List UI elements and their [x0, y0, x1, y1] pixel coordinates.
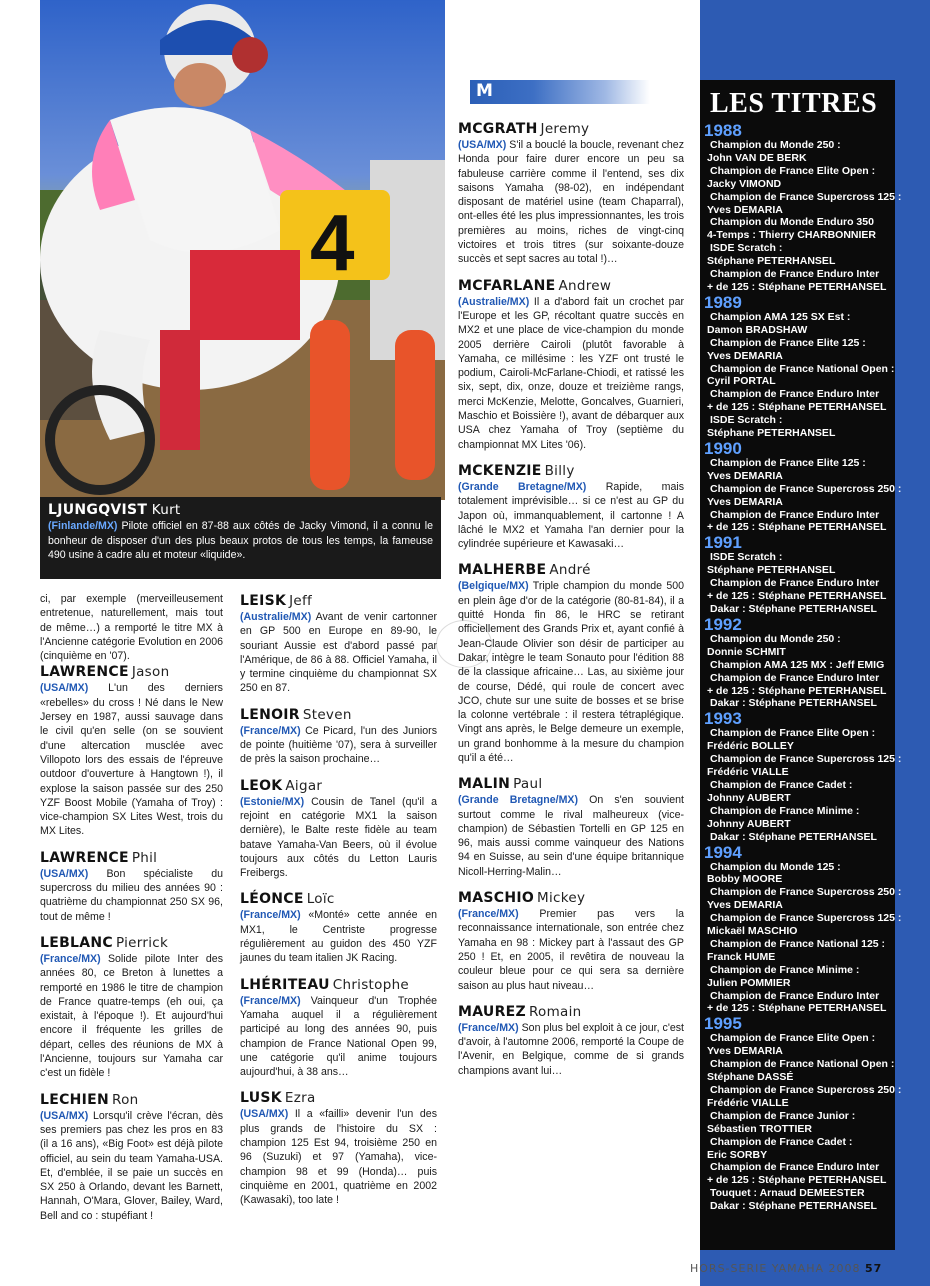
- title-winner: 4-Temps : Thierry CHARBONNIER: [707, 229, 876, 242]
- entry-text: Lorsqu'il crève l'écran, dès ses premiers pas chez les pros en 83 (il a 16 ans), «Big Foot» est déjà pilote officiel, au sein du team Yamaha-USA. Et, d'emblée, il se paie un succès en SX 250 à Orlando, devant les Barnett, Hannah, O'Mara, Glover, Bailey, Ward, Bell and co : stupéfiant !: [40, 1109, 223, 1222]
- title-winner: Eric SORBY: [707, 1148, 768, 1161]
- title-winner: Stéphane PETERHANSEL: [707, 427, 836, 440]
- caption-tag: (Finlande/MX): [48, 520, 118, 532]
- titles-heading: LES TITRES: [710, 88, 878, 119]
- entry-mckenzie-billy: [458, 462, 684, 551]
- title-category: Champion de France Elite Open :: [710, 727, 876, 740]
- entry-mcgrath-jeremy: [458, 120, 684, 267]
- column-2: [240, 592, 437, 1218]
- title-category: Champion du Monde 250 :: [710, 139, 841, 151]
- title-category: Champion de France Enduro Inter: [710, 989, 880, 1002]
- entry-name: LENOIR: [240, 706, 300, 723]
- title-winner: Frédéric VIALLE: [707, 1096, 789, 1109]
- entry-text: Vainqueur d'un Trophée Yamaha auquel il a régulièrement participé au long des années 90, puis champion de France National Open 99, une catégorie qu'il anime toujours aujourd'hui, à 38 ans…: [240, 994, 437, 1079]
- entry-first-name: Aigar: [285, 777, 323, 794]
- entry-maurez-romain: [458, 1003, 684, 1078]
- title-category: ISDE Scratch :: [710, 242, 783, 255]
- title-category: Champion de France Cadet :: [710, 778, 853, 791]
- entry-first-name: Ron: [112, 1091, 139, 1108]
- title-winner: + de 125 : Stéphane PETERHANSEL: [707, 521, 887, 534]
- title-category: Champion de France Junior :: [710, 1109, 856, 1122]
- entry-tag: (Australie/MX): [458, 295, 530, 308]
- title-winner: Damon BRADSHAW: [707, 323, 808, 336]
- title-category: Champion de France Elite Open :: [710, 1032, 876, 1045]
- entry-name: MASCHIO: [458, 890, 535, 907]
- entry-name: LECHIEN: [40, 1091, 110, 1108]
- title-category: Champion de France Supercross 250 :: [710, 886, 902, 899]
- title-category: Touquet : Arnaud DEMEESTER: [710, 1187, 865, 1200]
- title-category: ISDE Scratch :: [710, 414, 783, 427]
- title-winner: Stéphane PETERHANSEL: [707, 255, 836, 268]
- entry-tag: (Estonie/MX): [240, 795, 305, 808]
- entry-text: Son plus bel exploit à ce jour, c'est d'avoir, à l'automne 2006, remporté la Coupe de l'Avenir, en Belgique, comme de si grands champions avant lui…: [458, 1021, 684, 1077]
- title-category: Champion de France Supercross 250 :: [710, 482, 902, 495]
- entry-tag: (Belgique/MX): [458, 580, 529, 593]
- title-winner: Franck HUME: [707, 950, 776, 963]
- entry-name: LEISK: [240, 593, 287, 609]
- title-category: Champion de France Supercross 125 :: [710, 753, 902, 766]
- entry-first-name: Ezra: [284, 1090, 316, 1107]
- entry-first-name: Paul: [513, 776, 543, 793]
- title-category: Champion du Monde Enduro 350: [710, 216, 874, 229]
- title-winner: Sébastien TROTTIER: [707, 1122, 813, 1135]
- entry-first-name: Christophe: [332, 976, 410, 993]
- entry-leisk-jeff: [240, 592, 437, 696]
- entry-maschio-mickey: [458, 889, 684, 993]
- title-winner: + de 125 : Stéphane PETERHANSEL: [707, 401, 887, 414]
- title-year: 1988: [704, 121, 742, 140]
- caption-name: LJUNGQVIST: [48, 502, 148, 518]
- rider-photo-illustration: [40, 0, 445, 500]
- entry-tag: (USA/MX): [240, 1108, 289, 1121]
- entry-leblanc-pierrick: [40, 934, 223, 1081]
- entry-tag: (USA/MX): [458, 139, 507, 151]
- entry-lheriteau-christophe: [240, 976, 437, 1080]
- svg-text:4: 4: [310, 198, 355, 287]
- title-category: Champion de France National Open :: [710, 362, 895, 375]
- entry-text: Avant de venir cartonner en GP 500 en Europe en 89-90, le souriant Aussie est d'abord passé par l'Amérique, de 86 à 88. Officiel Yamaha, il y termine cinquième du championnat SX 250 en 87.: [240, 611, 437, 695]
- title-winner: Bobby MOORE: [707, 873, 783, 886]
- footer-magazine: HORS-SERIE YAMAHA 2008: [690, 1262, 861, 1275]
- caption-text: Pilote officiel en 87-88 aux côtés de Jacky Vimond, il a connu le bonheur de disposer d'un des plus beaux protos de tous les temps, la fameuse 490 usine à cadre alu et moteur «liquide».: [48, 520, 433, 561]
- title-year: 1994: [704, 842, 742, 862]
- entry-text: Solide pilote Inter des années 80, ce Breton à lunettes a remporté en 1986 le titre de champion de France quatre-temps (eh oui, ça existait, à l'époque !). Et aujourd'hui encore il fréquente les grilles de départ, celles des réunions de MX à l'Ancienne, toujours sur Yamaha car c'est un fidèle !: [40, 952, 223, 1080]
- caption-name-line: [48, 501, 433, 519]
- photo-caption: [40, 497, 441, 579]
- title-category: Champion du Monde 250 :: [710, 632, 841, 645]
- entry-text: S'il a bouclé la boucle, revenant chez Honda pour faire durer encore un peu sa fabuleuse carrière comme il l'entend, ses dix saisons Yamaha (98-02), en indépendant disposant de matériel usine (team Chaparral), ont-elles été les plus impressionnantes, les trois premières au moins, riches de vingt-cinq victoires et trois titres (sur soixante-douze succès et sept sacres au total !)…: [458, 139, 684, 266]
- title-category: Champion de France Cadet :: [710, 1135, 853, 1148]
- entry-first-name: Andrew: [558, 277, 612, 294]
- entry-lawrence-phil: [40, 849, 223, 924]
- entry-name: LAWRENCE: [40, 849, 129, 866]
- title-winner: Stéphane PETERHANSEL: [707, 564, 836, 577]
- caption-first-name: Kurt: [151, 502, 181, 518]
- entry-first-name: André: [549, 562, 591, 579]
- entry-name: LÉONCE: [240, 891, 304, 908]
- title-winner: + de 125 : Stéphane PETERHANSEL: [707, 280, 887, 293]
- entry-tag: (France/MX): [240, 994, 301, 1007]
- entry-lusk-ezra: [240, 1089, 437, 1207]
- title-year: 1993: [704, 709, 742, 729]
- entry-tag: (USA/MX): [40, 682, 89, 695]
- entry-text: Rapide, mais totalement imprévisible… si ce n'est au GP du Japon où, immanquablement, il cartonne ! A lâché le MX2 et Yamaha l'an dernier pour la cylindrée supérieure et Kawasaki…: [458, 480, 685, 551]
- entry-tag: (Grande Bretagne/MX): [458, 794, 578, 807]
- title-winner: + de 125 : Stéphane PETERHANSEL: [707, 590, 887, 603]
- title-category: Dakar : Stéphane PETERHANSEL: [710, 1200, 877, 1213]
- entry-malherbe-andre: [458, 561, 684, 765]
- entry-text: Ce Picard, l'un des Juniors de pointe (huitième '07), sera à surveiller de près la saison prochaine…: [240, 724, 437, 766]
- entry-name: MCFARLANE: [458, 277, 556, 294]
- title-category: Champion de France Minime :: [710, 963, 860, 976]
- entry-name: MCKENZIE: [458, 462, 542, 479]
- title-category: Champion de France Supercross 250 :: [710, 1084, 902, 1096]
- entry-tag: (France/MX): [458, 908, 519, 921]
- entry-first-name: Loïc: [306, 891, 335, 908]
- title-category: Champion de France Enduro Inter: [710, 577, 880, 590]
- entry-first-name: Steven: [302, 706, 352, 723]
- title-category: Champion de France Enduro Inter: [710, 388, 880, 401]
- section-letter: M: [476, 81, 493, 101]
- entry-name: MCGRATH: [458, 121, 538, 137]
- title-category: ISDE Scratch :: [710, 551, 783, 564]
- title-category: Champion AMA 125 MX : Jeff EMIG: [710, 658, 885, 671]
- entry-text: Il a d'abord fait un crochet par l'Europe et les GP, récoltant quatre succès en MX2 et une place de vice-champion du monde 2005 derrière Cairoli (plutôt favorable à Yamaha, ce millésime : les YZF ont trusté le podium, Cairoli-McFarlane-Chiodi, et ratissé les six, sept, dix, onze, douze et treizième rangs, merci McKenzie, Melotte, Goncalves, Guarnieri, Maschio et Boissière !), avant de débarquer aux USA chez Yamaha of Troy (septième du championnat MX Lites '06).: [458, 295, 684, 451]
- title-category: Champion de France Elite 125 :: [710, 456, 866, 469]
- entry-first-name: Jeff: [289, 593, 313, 609]
- title-category: Champion de France Enduro Inter: [710, 268, 880, 281]
- title-category: Champion de France Elite Open :: [710, 164, 876, 177]
- title-category: Champion de France Minime :: [710, 804, 860, 817]
- entry-leok-aigar: [240, 777, 437, 881]
- entry-text: Triple champion du monde 500 en plein âge d'or de la catégorie (80-81-84), il a quitté Honda fin 86, le HRC se retirant officiellement des Grands Prix et, ayant confié à Jean-Claude Olivier son désir de participer au Dakar, intègre le team Sonauto pour l'édition 88 de la classique africaine… Las, au sixième jour de course, Dédé, qui roule de concert avec JCO, chute sur une suite de bosses et se brise la colonne vertébrale : il restera tétraplégique. Vingt ans après, le Belge demeure un exemple, un grand bonhomme à la mesure du champion qu'il a été…: [458, 580, 684, 764]
- entry-name: LHÉRITEAU: [240, 976, 330, 993]
- title-year: 1989: [704, 292, 742, 312]
- title-winner: Yves DEMARIA: [707, 1045, 783, 1058]
- title-winner: Frédéric VIALLE: [707, 766, 789, 779]
- column-1-intro: ci, par exemple (merveilleusement entretenue, naturellement, mais tout de même…) a remporté le titre MX à l'Ancienne catégorie Evolution en 2006 (cinquième en '07).: [40, 593, 223, 663]
- entry-lenoir-steven: [240, 706, 437, 767]
- entry-lechien-ron: [40, 1091, 223, 1223]
- entry-name: LEBLANC: [40, 934, 114, 951]
- rider-photo: [40, 0, 445, 500]
- title-winner: Yves DEMARIA: [707, 349, 783, 362]
- title-year: 1992: [704, 614, 742, 634]
- entry-first-name: Billy: [544, 462, 575, 479]
- entry-name: LAWRENCE: [40, 664, 129, 681]
- title-category: Dakar : Stéphane PETERHANSEL: [710, 603, 877, 615]
- entry-malin-paul: [458, 775, 684, 879]
- entry-text: «Monté» cette année en MX1, le Centriste progresse régulièrement au guidon des 450 YZF jaunes du team italien JK Racing.: [240, 909, 437, 965]
- entry-text: Cousin de Tanel (qu'il a rejoint en catégorie MX1 la saison dernière), le Balte reste fidèle au team batave Yamaha-Van Beers, où il évolue toujours aux côtés du Letton Lauris Freibergs.: [240, 795, 437, 880]
- page-footer: [690, 1262, 882, 1275]
- entry-first-name: Jeremy: [540, 121, 590, 137]
- title-category: Champion du Monde 125 :: [710, 860, 841, 873]
- title-winner: Julien POMMIER: [707, 976, 791, 989]
- entry-tag: (Australie/MX): [240, 611, 312, 623]
- title-winner: Yves DEMARIA: [707, 899, 783, 912]
- title-winner: Yves DEMARIA: [707, 203, 783, 216]
- entry-text: L'un des derniers «rebelles» du cross ! Né dans le New Jersey en 1987, aussi sauvage dans le civil qu'en selle (on se souvient d'une altercation musclée avec Villopoto lors des essais de l'épreuve outdoor d'ouverture à Hangtown !), il explose la saison passée sur des 250 YZF Boost Mobile (Yamaha of Troy) : vice-champion SX Lites West, trois du MX Lites.: [40, 682, 223, 838]
- title-winner: Donnie SCHMIT: [707, 645, 786, 658]
- section-letter-header: [470, 80, 650, 104]
- title-category: Champion AMA 125 SX Est :: [710, 310, 851, 323]
- entry-tag: (France/MX): [458, 1021, 519, 1034]
- entry-name: MAUREZ: [458, 1003, 526, 1020]
- title-year: 1991: [704, 533, 742, 553]
- title-category: Champion de France National Open :: [710, 1058, 895, 1071]
- title-winner: Yves DEMARIA: [707, 495, 783, 508]
- title-winner: Johnny AUBERT: [707, 791, 791, 804]
- caption-text-block: [48, 519, 433, 563]
- titles-box: [700, 80, 902, 1250]
- title-year: 1995: [704, 1014, 742, 1034]
- title-year: 1990: [704, 438, 742, 458]
- title-category: Champion de France Supercross 125 :: [710, 912, 902, 925]
- title-winner: John VAN DE BERK: [707, 151, 807, 164]
- title-winner: + de 125 : Stéphane PETERHANSEL: [707, 1002, 887, 1015]
- entry-name: LEOK: [240, 777, 283, 794]
- entry-leonce-loic: [240, 890, 437, 965]
- entry-first-name: Jason: [131, 664, 170, 681]
- column-3: [458, 120, 684, 1088]
- title-winner: Yves DEMARIA: [707, 469, 783, 482]
- title-category: Dakar : Stéphane PETERHANSEL: [710, 697, 877, 710]
- entry-first-name: Phil: [131, 849, 158, 866]
- entry-tag: (USA/MX): [40, 1109, 89, 1122]
- entry-name: LUSK: [240, 1090, 282, 1107]
- entry-tag: (France/MX): [240, 909, 301, 922]
- title-winner: Johnny AUBERT: [707, 817, 791, 830]
- title-winner: Mickaël MASCHIO: [707, 925, 798, 938]
- title-category: Champion de France Enduro Inter: [710, 671, 880, 684]
- entry-text: Il a «failli» devenir l'un des plus grands de l'histoire du SX : champion 125 Est 94, troisième 250 en 96 (Suzuki) et 97 (Yamaha), vice-champion 98 et 99 (Honda)… puis cinquième en 2001, quatrième en 2002 (Kawasaki), too late !: [240, 1108, 437, 1207]
- title-winner: Cyril PORTAL: [707, 375, 776, 388]
- title-category: Champion de France National 125 :: [710, 937, 886, 950]
- entry-first-name: Pierrick: [115, 934, 169, 951]
- entry-name: MALIN: [458, 776, 511, 793]
- entry-lawrence-jason: [40, 663, 223, 838]
- title-winner: + de 125 : Stéphane PETERHANSEL: [707, 684, 887, 697]
- entry-text: Bon spécialiste du supercross du milieu des années 90 : quatrième du championnat 250 SX 96, tout de même !: [40, 867, 223, 923]
- entry-first-name: Romain: [528, 1003, 582, 1020]
- entry-tag: (USA/MX): [40, 867, 89, 880]
- title-category: Champion de France Enduro Inter: [710, 508, 880, 521]
- entry-tag: (France/MX): [240, 724, 301, 737]
- title-winner: Frédéric BOLLEY: [707, 740, 794, 753]
- entry-text: Premier pas vers la reconnaissance internationale, son entrée chez Yamaha en 98 : Mickey part à l'assaut des GP 250 ! Et, en 2005, il revêtira de nouveau la couleur bleue pour ce qui sera sa dernière saison au plus haut niveau…: [458, 908, 684, 992]
- footer-page-number: 57: [864, 1262, 883, 1275]
- title-category: Dakar : Stéphane PETERHANSEL: [710, 830, 877, 843]
- column-1: [40, 592, 223, 1233]
- entry-mcfarlane-andrew: [458, 277, 684, 452]
- entry-name: MALHERBE: [458, 562, 547, 579]
- titles-list: [700, 121, 902, 1213]
- entry-tag: (France/MX): [40, 952, 101, 965]
- title-category: Champion de France Supercross 125 :: [710, 190, 902, 203]
- entry-text: On s'en souvient surtout comme le rival malheureux (vice-champion) de Sébastien Tortelli en GP 125 en 96, mais aussi comme vainqueur des Nations 94 en Suisse, au sein d'une équipe britannique Nicoll-Herring-Malin…: [458, 794, 684, 878]
- title-winner: Jacky VIMOND: [707, 177, 782, 190]
- title-winner: Stéphane DASSÉ: [707, 1071, 794, 1084]
- title-category: Champion de France Enduro Inter: [710, 1161, 880, 1174]
- title-winner: + de 125 : Stéphane PETERHANSEL: [707, 1174, 887, 1187]
- entry-tag: (Grande Bretagne/MX): [458, 480, 587, 493]
- entry-first-name: Mickey: [537, 890, 586, 907]
- title-category: Champion de France Elite 125 :: [710, 336, 866, 349]
